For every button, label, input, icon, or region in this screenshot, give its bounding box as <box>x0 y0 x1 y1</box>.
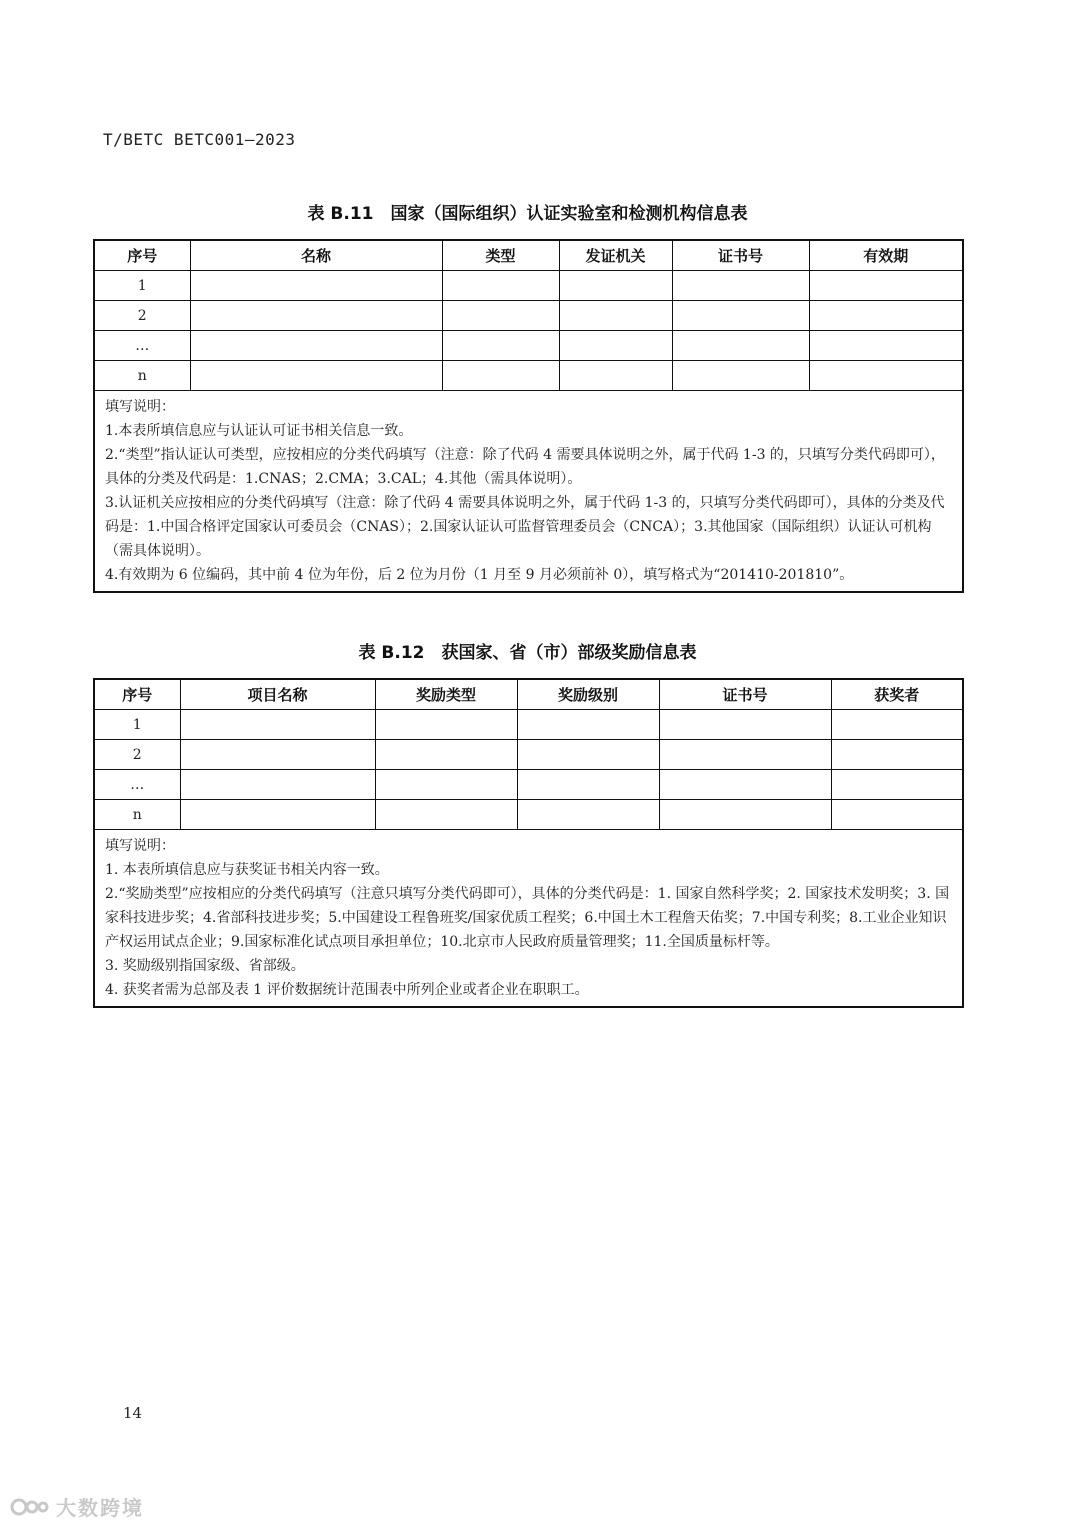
column-header: 获奖者 <box>831 679 963 710</box>
column-header: 序号 <box>94 240 190 271</box>
row-index: 2 <box>94 301 190 331</box>
empty-cell[interactable] <box>559 301 672 331</box>
logo-icon <box>10 1496 50 1518</box>
column-header: 序号 <box>94 679 180 710</box>
document-id: T/BETC BETC001—2023 <box>103 130 296 149</box>
empty-cell[interactable] <box>672 331 809 361</box>
empty-cell[interactable] <box>180 740 375 770</box>
empty-cell[interactable] <box>659 740 831 770</box>
empty-cell[interactable] <box>559 331 672 361</box>
empty-cell[interactable] <box>809 301 963 331</box>
empty-cell[interactable] <box>442 361 559 391</box>
watermark-text: 大数跨境 <box>56 1496 144 1520</box>
empty-cell[interactable] <box>190 361 442 391</box>
instruction-item: 3. 奖励级别指国家级、省部级。 <box>105 958 305 974</box>
row-index: 2 <box>94 740 180 770</box>
empty-cell[interactable] <box>190 301 442 331</box>
empty-cell[interactable] <box>831 770 963 800</box>
instructions-cell <box>94 391 963 593</box>
instruction-item: 1.本表所填信息应与认证认可证书相关信息一致。 <box>105 423 413 439</box>
table-b12 <box>93 678 964 1008</box>
instructions-heading: 填写说明： <box>105 399 175 415</box>
empty-cell[interactable] <box>559 271 672 301</box>
row-index: 1 <box>94 710 180 740</box>
empty-cell[interactable] <box>809 361 963 391</box>
column-header: 发证机关 <box>559 240 672 271</box>
table-row <box>94 331 963 361</box>
row-index: n <box>94 800 180 830</box>
column-header: 奖励类型 <box>375 679 517 710</box>
notes-row <box>94 391 963 593</box>
table-row <box>94 271 963 301</box>
empty-cell[interactable] <box>442 331 559 361</box>
table-row <box>94 800 963 830</box>
table-b11 <box>93 239 964 593</box>
empty-cell[interactable] <box>809 331 963 361</box>
notes-row <box>94 830 963 1008</box>
table-b12-title: 表 B.12 获国家、省（市）部级奖励信息表 <box>358 643 697 663</box>
empty-cell[interactable] <box>672 301 809 331</box>
empty-cell[interactable] <box>517 740 659 770</box>
instructions-cell <box>94 830 963 1008</box>
empty-cell[interactable] <box>190 331 442 361</box>
empty-cell[interactable] <box>809 271 963 301</box>
column-header: 证书号 <box>672 240 809 271</box>
empty-cell[interactable] <box>659 770 831 800</box>
instruction-item: 4. 获奖者需为总部及表 1 评价数据统计范围表中所列企业或者企业在职职工。 <box>105 982 589 998</box>
empty-cell[interactable] <box>442 301 559 331</box>
column-header: 证书号 <box>659 679 831 710</box>
empty-cell[interactable] <box>831 740 963 770</box>
empty-cell[interactable] <box>375 800 517 830</box>
empty-cell[interactable] <box>831 710 963 740</box>
column-header: 名称 <box>190 240 442 271</box>
empty-cell[interactable] <box>190 271 442 301</box>
row-index: … <box>94 331 190 361</box>
row-index: 1 <box>94 271 190 301</box>
empty-cell[interactable] <box>517 770 659 800</box>
table-row <box>94 301 963 331</box>
watermark <box>10 1492 144 1521</box>
row-index: n <box>94 361 190 391</box>
instructions-heading: 填写说明： <box>105 838 175 854</box>
table-row <box>94 361 963 391</box>
instruction-item: 3.认证机关应按相应的分类代码填写（注意：除了代码 4 需要具体说明之外，属于代码 1-3 的，只填写分类代码即可），具体的分类及代码是：1.中国合格评定国家认可委员会（CNAS）；2.国家认证认可监督管理委员会（CNCA）；3.其他国家（国际组织）认证认可机构（需具体说明）。 <box>105 495 945 559</box>
instruction-item: 2.“类型”指认证认可类型，应按相应的分类代码填写（注意：除了代码 4 需要具体说明之外，属于代码 1-3 的，只填写分类代码即可），具体的分类及代码是：1.CNAS；2.CMA；3.CAL；4.其他（需具体说明）。 <box>105 447 945 487</box>
table-b11-title: 表 B.11 国家（国际组织）认证实验室和检测机构信息表 <box>307 204 748 224</box>
empty-cell[interactable] <box>180 710 375 740</box>
table-row <box>94 710 963 740</box>
empty-cell[interactable] <box>375 770 517 800</box>
empty-cell[interactable] <box>517 800 659 830</box>
empty-cell[interactable] <box>442 271 559 301</box>
empty-cell[interactable] <box>831 800 963 830</box>
row-index: … <box>94 770 180 800</box>
table-row <box>94 740 963 770</box>
empty-cell[interactable] <box>672 271 809 301</box>
empty-cell[interactable] <box>659 710 831 740</box>
column-header: 项目名称 <box>180 679 375 710</box>
empty-cell[interactable] <box>180 770 375 800</box>
instruction-item: 4.有效期为 6 位编码，其中前 4 位为年份，后 2 位为月份（1 月至 9 月必须前补 0），填写格式为“201410-201810”。 <box>105 567 854 583</box>
column-header: 有效期 <box>809 240 963 271</box>
column-header: 类型 <box>442 240 559 271</box>
empty-cell[interactable] <box>672 361 809 391</box>
empty-cell[interactable] <box>375 740 517 770</box>
table-row <box>94 770 963 800</box>
empty-cell[interactable] <box>180 800 375 830</box>
empty-cell[interactable] <box>517 710 659 740</box>
table-header-row <box>94 240 963 271</box>
empty-cell[interactable] <box>559 361 672 391</box>
empty-cell[interactable] <box>659 800 831 830</box>
column-header: 奖励级别 <box>517 679 659 710</box>
instruction-item: 2.“奖励类型”应按相应的分类代码填写（注意只填写分类代码即可），具体的分类代码是：1. 国家自然科学奖；2. 国家技术发明奖；3. 国家科技进步奖；4.省部科技进步奖；5.中国建设工程鲁班奖/国家优质工程奖；6.中国土木工程詹天佑奖；7.中国专利奖；8.工业企业知识产权运用试点企业；9.国家标准化试点项目承担单位；10.北京市人民政府质量管理奖；11.全国质量标杆等。 <box>105 886 950 950</box>
table-header-row <box>94 679 963 710</box>
instruction-item: 1. 本表所填信息应与获奖证书相关内容一致。 <box>105 862 389 878</box>
page-number: 14 <box>123 1404 143 1422</box>
empty-cell[interactable] <box>375 710 517 740</box>
